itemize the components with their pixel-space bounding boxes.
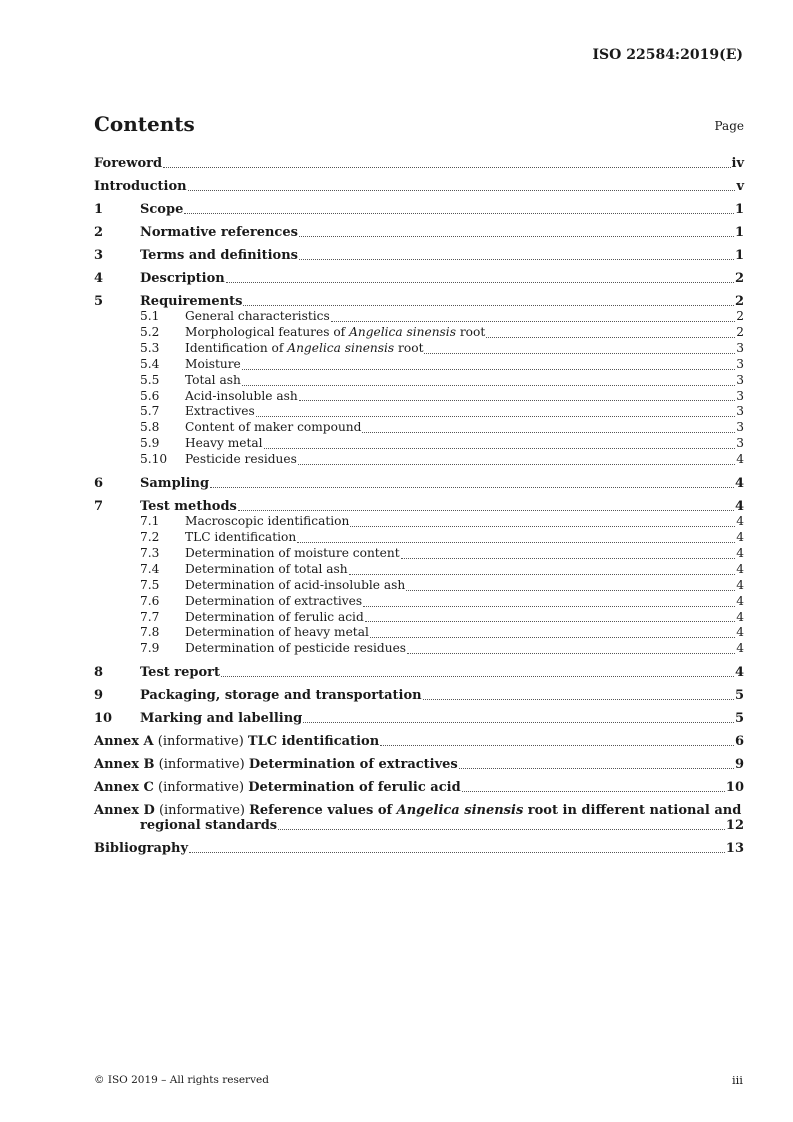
toc-label: Determination of acid-insoluble ash: [185, 577, 406, 592]
dot-leader: [486, 337, 735, 338]
toc-number: 7.1: [140, 514, 160, 529]
toc-page: 4: [736, 577, 744, 592]
toc-entry-7-8[interactable]: [94, 625, 744, 641]
dot-leader: [221, 676, 734, 677]
toc-label: Marking and labelling: [140, 711, 303, 727]
contents-heading-row: [94, 112, 744, 138]
dot-leader: [459, 768, 734, 769]
toc-number: 8: [94, 665, 104, 681]
toc-label: Determination of total ash: [185, 561, 348, 576]
toc-number: 5.1: [140, 309, 160, 323]
dot-leader: [256, 416, 736, 417]
toc-number: 5: [94, 294, 104, 309]
toc-label: Test report: [140, 665, 221, 681]
copyright-notice: © ISO 2019 – All rights reserved: [94, 1074, 269, 1086]
toc-entry-6[interactable]: [94, 476, 744, 491]
toc-entry-9[interactable]: [94, 688, 744, 703]
toc-entry-7-7[interactable]: [94, 610, 744, 626]
toc-number: 2: [94, 225, 104, 240]
toc-page: v: [736, 179, 744, 194]
dot-leader: [243, 305, 733, 306]
toc-label: Terms and definitions: [140, 248, 298, 263]
toc-page: 2: [734, 294, 744, 309]
toc-page: 10: [725, 780, 744, 796]
toc-label: TLC identification: [185, 529, 297, 544]
toc-number: 3: [94, 248, 104, 263]
toc-entry-3[interactable]: [94, 248, 744, 263]
toc-label: Extractives: [185, 404, 255, 419]
toc-label: Heavy metal: [185, 436, 263, 451]
dot-leader: [299, 259, 734, 260]
dot-leader: [349, 574, 736, 575]
dot-leader: [278, 829, 725, 830]
toc-page: iv: [731, 156, 744, 171]
toc-entry-7-3[interactable]: [94, 546, 744, 562]
toc-number: 5.10: [140, 452, 168, 467]
toc-entry-5-4[interactable]: [94, 357, 744, 373]
toc-number: 5.5: [140, 372, 160, 387]
toc-entry-1[interactable]: [94, 202, 744, 217]
toc-number: 1: [94, 202, 104, 217]
dot-leader: [226, 282, 734, 283]
toc-label: Description: [140, 271, 225, 286]
dot-leader: [299, 236, 734, 237]
toc-label: Foreword: [94, 156, 163, 171]
toc-number: 7.8: [140, 625, 160, 640]
toc-entry-annex-b[interactable]: [94, 757, 744, 772]
toc-number: 4: [94, 271, 104, 286]
toc-page: 3: [736, 420, 744, 435]
toc-page: 5: [734, 711, 744, 727]
toc-label: Annex D (informative) Reference values of Angelica sinensis root in different national and: [94, 803, 742, 819]
dot-leader: [188, 190, 736, 191]
toc-page: 5: [734, 688, 744, 704]
toc-entry-10[interactable]: [94, 711, 744, 726]
toc-page: 9: [734, 757, 744, 773]
toc-number: 7.9: [140, 641, 160, 656]
toc-page: 1: [734, 202, 744, 217]
toc-label: Acid-insoluble ash: [185, 388, 298, 403]
toc-page: 4: [736, 625, 744, 640]
toc-number: 7.7: [140, 609, 160, 624]
toc-label: Annex B (informative) Determination of extractives: [94, 757, 458, 773]
toc-page: 1: [734, 225, 744, 240]
dot-leader: [331, 321, 736, 322]
toc-number: 7.5: [140, 577, 160, 592]
toc-page: 4: [736, 529, 744, 544]
toc-page: 2: [736, 309, 744, 323]
toc-entry-5-5[interactable]: [94, 373, 744, 389]
toc-page: 13: [725, 841, 744, 857]
toc-label: Requirements: [140, 294, 243, 309]
toc-entry-5-1[interactable]: [94, 309, 744, 325]
toc-label: Pesticide residues: [185, 452, 297, 467]
dot-leader: [297, 542, 735, 543]
toc-page: 4: [734, 476, 744, 492]
dot-leader: [264, 448, 736, 449]
toc-number: 5.7: [140, 404, 160, 419]
toc-number: 10: [94, 711, 113, 727]
toc-number: 6: [94, 476, 104, 492]
toc-label: Determination of moisture content: [185, 545, 400, 560]
dot-leader: [362, 432, 735, 433]
page-number: iii: [731, 1073, 743, 1087]
dot-leader: [303, 722, 734, 723]
toc-entry-5-7[interactable]: [94, 404, 744, 420]
toc-label: Determination of pesticide residues: [185, 641, 407, 656]
toc-entry-5[interactable]: [94, 294, 744, 309]
toc-page: 3: [736, 436, 744, 451]
dot-leader: [242, 369, 735, 370]
toc-number: 7.2: [140, 529, 160, 544]
toc-entry-5-3[interactable]: [94, 341, 744, 357]
toc-page: 4: [734, 665, 744, 681]
toc-page: 12: [725, 818, 744, 834]
dot-leader: [370, 637, 735, 638]
toc-page: 2: [734, 271, 744, 286]
toc-entry-bibliography[interactable]: [94, 841, 744, 856]
dot-leader: [238, 510, 734, 511]
toc-page: 4: [736, 593, 744, 608]
dot-leader: [462, 791, 725, 792]
species-name: Angelica sinensis: [287, 340, 395, 355]
toc-label: Annex A (informative) TLC identification: [94, 734, 380, 750]
dot-leader: [163, 167, 730, 168]
toc-page: 4: [736, 452, 744, 467]
toc-label: Introduction: [94, 179, 187, 194]
toc-number: 5.2: [140, 324, 160, 339]
toc-entry-7-4[interactable]: [94, 562, 744, 578]
toc-entry-annex-c[interactable]: [94, 780, 744, 795]
toc-page: 4: [736, 561, 744, 576]
toc-entry-7-6[interactable]: [94, 594, 744, 610]
dot-leader: [210, 487, 734, 488]
toc-page: 3: [736, 372, 744, 387]
toc-entry-7-1[interactable]: [94, 514, 744, 530]
page-title: Contents: [94, 112, 195, 136]
dot-leader: [298, 464, 735, 465]
toc-label: Packaging, storage and transportation: [140, 688, 422, 704]
dot-leader: [424, 353, 735, 354]
toc-page: 3: [736, 356, 744, 371]
toc-label: Total ash: [185, 372, 241, 387]
toc-number: 5.8: [140, 420, 160, 435]
toc-label-continuation: regional standards: [140, 818, 278, 834]
toc-label: Annex C (informative) Determination of ferulic acid: [94, 780, 461, 796]
toc-number: 5.4: [140, 356, 160, 371]
dot-leader: [242, 385, 735, 386]
table-of-contents: [94, 156, 744, 856]
toc-label: Scope: [140, 202, 184, 217]
toc-label: Morphological features of Angelica sinensis root: [185, 324, 486, 339]
toc-page: 2: [736, 324, 744, 339]
dot-leader: [365, 621, 735, 622]
toc-entry-5-9[interactable]: [94, 436, 744, 452]
dot-leader: [363, 606, 735, 607]
toc-entry-foreword[interactable]: [94, 156, 744, 171]
toc-number: 5.6: [140, 388, 160, 403]
toc-label: Moisture: [185, 356, 241, 371]
toc-label: Normative references: [140, 225, 298, 240]
toc-entry-annex-d[interactable]: [94, 803, 744, 833]
toc-label: Macroscopic identification: [185, 514, 350, 529]
document-code: ISO 22584:2019(E): [592, 47, 743, 63]
toc-entry-5-8[interactable]: [94, 420, 744, 436]
toc-label: General characteristics: [185, 309, 330, 323]
toc-number: 5.3: [140, 340, 160, 355]
toc-entry-5-6[interactable]: [94, 389, 744, 405]
toc-page: 6: [734, 734, 744, 750]
toc-page: 4: [736, 514, 744, 529]
toc-label: Sampling: [140, 476, 210, 492]
toc-label: Test methods: [140, 499, 237, 515]
dot-leader: [407, 653, 735, 654]
toc-number: 7: [94, 499, 104, 515]
dot-leader: [423, 699, 734, 700]
toc-entry-7-9[interactable]: [94, 641, 744, 657]
toc-label: Content of maker compound: [185, 420, 362, 435]
toc-entry-8[interactable]: [94, 665, 744, 680]
toc-number: 9: [94, 688, 104, 704]
toc-page: 3: [736, 340, 744, 355]
toc-page: 1: [734, 248, 744, 263]
toc-page: 3: [736, 388, 744, 403]
toc-page: 4: [736, 545, 744, 560]
dot-leader: [406, 590, 735, 591]
species-name: Angelica sinensis: [349, 324, 456, 339]
toc-entry-2[interactable]: [94, 225, 744, 240]
dot-leader: [380, 745, 734, 746]
toc-label: Identification of Angelica sinensis root: [185, 340, 424, 355]
toc-entry-7-2[interactable]: [94, 530, 744, 546]
toc-number: 7.3: [140, 545, 160, 560]
toc-entry-7-5[interactable]: [94, 578, 744, 594]
toc-entry-7[interactable]: [94, 499, 744, 514]
toc-number: 7.6: [140, 593, 160, 608]
dot-leader: [189, 852, 725, 853]
page-column-label: Page: [714, 119, 744, 133]
toc-number: 7.4: [140, 561, 160, 576]
toc-number: 5.9: [140, 436, 160, 451]
toc-entry-annex-a[interactable]: [94, 734, 744, 749]
toc-page: 4: [734, 499, 744, 515]
toc-entry-5-10[interactable]: [94, 452, 744, 468]
toc-label: Bibliography: [94, 841, 189, 857]
species-name: Angelica sinensis: [396, 803, 524, 819]
toc-label: Determination of ferulic acid: [185, 609, 364, 624]
toc-page: 3: [736, 404, 744, 419]
toc-label: Determination of extractives: [185, 593, 363, 608]
dot-leader: [401, 558, 736, 559]
toc-page: 4: [736, 609, 744, 624]
toc-label: Determination of heavy metal: [185, 625, 369, 640]
dot-leader: [184, 213, 734, 214]
dot-leader: [299, 400, 736, 401]
toc-entry-5-2[interactable]: [94, 325, 744, 341]
toc-page: 4: [736, 641, 744, 656]
toc-entry-introduction[interactable]: [94, 179, 744, 194]
dot-leader: [350, 526, 735, 527]
toc-entry-4[interactable]: [94, 271, 744, 286]
